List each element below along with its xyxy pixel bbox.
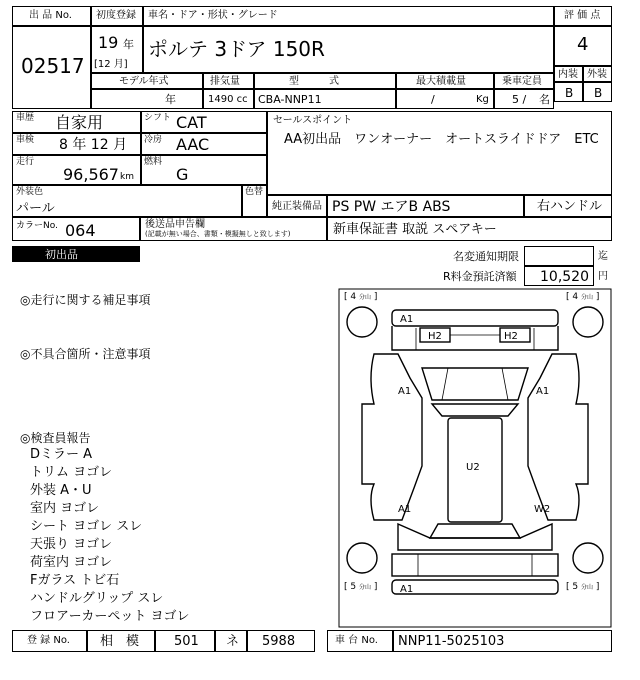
max-load-label-cell: [396, 73, 494, 89]
sales-point-value: AA初出品 ワンオーナー オートスライドドア ETC: [284, 132, 599, 147]
model-year-label: モデル年式: [119, 76, 169, 87]
color-no-label: カラーNo.: [16, 221, 58, 231]
recycle-fee-amount: 10,520: [540, 269, 589, 285]
score-value: 4: [577, 34, 589, 55]
color-no-value: 064: [65, 221, 96, 240]
max-load-cell: [396, 89, 494, 109]
plate-label-cell: [12, 630, 87, 652]
inspector-report-item: Dミラー A: [30, 447, 93, 462]
shift-cell: [141, 111, 267, 133]
capacity-value: 5 /: [512, 93, 527, 106]
first-registration-label-cell: [91, 6, 143, 26]
equipment-label-cell: [267, 195, 327, 217]
lot-number-cell: [12, 26, 91, 109]
capacity-unit: 名: [539, 93, 550, 106]
exterior-grade-cell: [583, 82, 612, 102]
capacity-label: 乗車定員: [502, 76, 542, 87]
fuel-label: 燃料: [144, 157, 163, 167]
interior-label: 内装: [558, 69, 578, 80]
damage-mark-roof: U2: [466, 462, 480, 473]
ac-cell: [141, 133, 267, 155]
displacement-label-cell: [203, 73, 254, 89]
plate-region: 相 模: [100, 634, 140, 649]
plate-number-cell: [247, 630, 315, 652]
vehicle-damage-diagram: [338, 288, 612, 628]
exterior-grade: B: [594, 86, 603, 100]
inspection-cell: [12, 133, 141, 155]
model-year-cell: [91, 89, 203, 109]
color-no-cell: [12, 217, 140, 241]
chassis-number-cell: [393, 630, 612, 652]
color-change-cell: [242, 185, 267, 217]
damage-mark-headlight-right: H2: [504, 331, 518, 342]
tire-front-left-label: [ 4 分山 ]: [344, 292, 378, 302]
registration-date-cell: [91, 26, 143, 73]
mileage-cell: [12, 155, 141, 185]
damage-mark-rear-bumper: A1: [400, 584, 414, 595]
exterior-color-label: 外装色: [16, 187, 44, 197]
recycle-fee-label: R料金預託済額: [443, 270, 517, 283]
first-listing-badge-label: 初出品: [45, 248, 78, 261]
damage-mark-rear-left: A1: [398, 504, 412, 515]
model-code-cell: [254, 89, 396, 109]
tire-front-right-label: [ 4 分山 ]: [566, 292, 600, 302]
inspector-report-item: 外装 A・U: [30, 483, 92, 498]
interior-label-cell: [554, 66, 583, 82]
fuel-cell: [141, 155, 267, 185]
inspector-report-heading: ◎検査員報告: [20, 431, 91, 445]
sales-point-cell: [267, 111, 612, 195]
tire-rear-left-icon: [347, 543, 377, 573]
inspector-report-item: フロアーカーペット ヨゴレ: [30, 609, 190, 624]
name-change-deadline-label: 名変通知期限: [453, 250, 519, 263]
displacement-cell: [203, 89, 254, 109]
hood-icon: [422, 368, 528, 400]
damage-mark-front-bumper: A1: [400, 314, 414, 325]
inspector-report-item: Fガラス トビ石: [30, 573, 120, 588]
car-name: ポルテ 3ドア 150R: [148, 37, 325, 61]
fuel-value: G: [176, 165, 189, 184]
max-load-separator: /: [431, 93, 435, 106]
interior-grade-cell: [554, 82, 583, 102]
post-documents-cell: [140, 217, 327, 241]
inspection-label: 車検: [16, 135, 35, 145]
rear-end-icon: [392, 554, 558, 576]
inspection-value: 8 年 12 月: [59, 137, 128, 153]
defect-notes-heading: ◎不具合箇所・注意事項: [20, 347, 151, 361]
name-change-deadline-unit: 迄: [598, 251, 608, 262]
plate-kana-cell: [215, 630, 247, 652]
warranty-documents-cell: [327, 217, 612, 241]
inspector-report-item: トリム ヨゴレ: [30, 465, 113, 480]
exterior-label-cell: [583, 66, 612, 82]
history-cell: [12, 111, 141, 133]
registration-year-unit: 年: [123, 38, 134, 51]
tire-rear-left-label: [ 5 分山 ]: [344, 582, 378, 592]
model-code-label: 型 式: [289, 76, 339, 87]
score-label-cell: [554, 6, 612, 26]
model-year-unit: 年: [165, 93, 176, 106]
model-year-label-cell: [91, 73, 203, 89]
ac-value: AAC: [176, 135, 210, 154]
ac-label: 冷房: [144, 135, 163, 145]
score-label: 評 価 点: [564, 10, 601, 21]
rear-window-icon: [430, 524, 520, 538]
rear-panel-icon: [398, 524, 552, 550]
model-code: CBA-NNP11: [258, 93, 322, 106]
lot-number-label-cell: [12, 6, 91, 26]
warranty-documents-value: 新車保証書 取説 スペアキー: [333, 222, 497, 237]
inspector-report-item: ハンドルグリップ スレ: [30, 591, 164, 606]
exterior-color-value: パール: [16, 201, 55, 216]
right-side-body-icon: [528, 354, 588, 520]
front-bumper-icon: [392, 310, 558, 326]
windshield-icon: [432, 404, 518, 416]
inspector-report-item: 天張り ヨゴレ: [30, 537, 113, 552]
lot-number: 02517: [21, 54, 85, 78]
capacity-cell: [494, 89, 554, 109]
post-documents-note: (記載が無い場合、書類・模擬無しと致します): [145, 230, 291, 238]
mileage-label: 走行: [16, 157, 35, 167]
registration-year: 19: [98, 33, 119, 52]
equipment-label: 純正装備品: [272, 201, 322, 212]
post-documents-label: 後送品申告欄: [145, 219, 205, 230]
sales-point-label: セールスポイント: [273, 115, 353, 126]
score-cell: [554, 26, 612, 66]
plate-number: 5988: [262, 634, 296, 649]
damage-mark-headlight-left: H2: [428, 331, 442, 342]
recycle-fee-unit: 円: [598, 271, 608, 282]
damage-mark-rear-right: W2: [534, 504, 551, 515]
first-registration-label: 初度登録: [96, 10, 136, 21]
recycle-fee-field: [524, 266, 594, 286]
history-label: 車歴: [16, 113, 35, 123]
plate-class: 501: [174, 634, 199, 649]
exterior-label: 外装: [587, 69, 607, 80]
front-end-icon: [392, 326, 558, 350]
max-load-unit: Kg: [476, 94, 489, 105]
tire-front-left-icon: [347, 307, 377, 337]
displacement-label: 排気量: [210, 76, 240, 87]
driving-notes-heading: ◎走行に関する補足事項: [20, 293, 151, 307]
registration-month: [12 月]: [94, 59, 128, 70]
history-value: 自家用: [55, 113, 104, 132]
plate-label: 登 録 No.: [27, 635, 70, 646]
left-side-body-icon: [362, 354, 422, 520]
mileage-value: 96,567: [63, 165, 119, 184]
steering-cell: [524, 195, 612, 217]
displacement-value: 1490 cc: [208, 94, 248, 105]
car-name-cell: [143, 26, 554, 73]
exterior-color-cell: [12, 185, 242, 217]
max-load-label: 最大積載量: [416, 76, 466, 87]
interior-grade: B: [565, 86, 574, 100]
rear-bumper-icon: [392, 580, 558, 594]
car-name-label: 車名・ドア・形状・グレード: [148, 10, 278, 21]
inspector-report-item: シート ヨゴレ スレ: [30, 519, 143, 534]
steering-value: 右ハンドル: [537, 199, 603, 214]
plate-kana: ネ: [226, 634, 240, 649]
equipment-value: PS PW エアB ABS: [332, 199, 451, 215]
shift-value: CAT: [176, 113, 207, 132]
chassis-label-cell: [327, 630, 393, 652]
mileage-unit: km: [120, 172, 134, 182]
damage-mark-fender-left: A1: [398, 386, 412, 397]
capacity-label-cell: [494, 73, 554, 89]
damage-mark-fender-right: A1: [536, 386, 550, 397]
shift-label: シフト: [144, 113, 172, 123]
equipment-cell: [327, 195, 524, 217]
tire-rear-right-icon: [573, 543, 603, 573]
chassis-label: 車 台 No.: [335, 635, 378, 646]
first-listing-badge: [12, 246, 140, 262]
tire-rear-right-label: [ 5 分山 ]: [566, 582, 600, 592]
color-change-label: 色替: [245, 187, 264, 197]
lot-number-label: 出 品 No.: [29, 10, 72, 21]
plate-region-cell: [87, 630, 155, 652]
name-change-deadline-field: [524, 246, 594, 266]
chassis-number: NNP11-5025103: [398, 634, 505, 649]
plate-class-cell: [155, 630, 215, 652]
inspector-report-item: 荷室内 ヨゴレ: [30, 555, 113, 570]
car-name-label-cell: [143, 6, 554, 26]
model-code-label-cell: [254, 73, 396, 89]
tire-front-right-icon: [573, 307, 603, 337]
inspector-report-item: 室内 ヨゴレ: [30, 501, 100, 516]
